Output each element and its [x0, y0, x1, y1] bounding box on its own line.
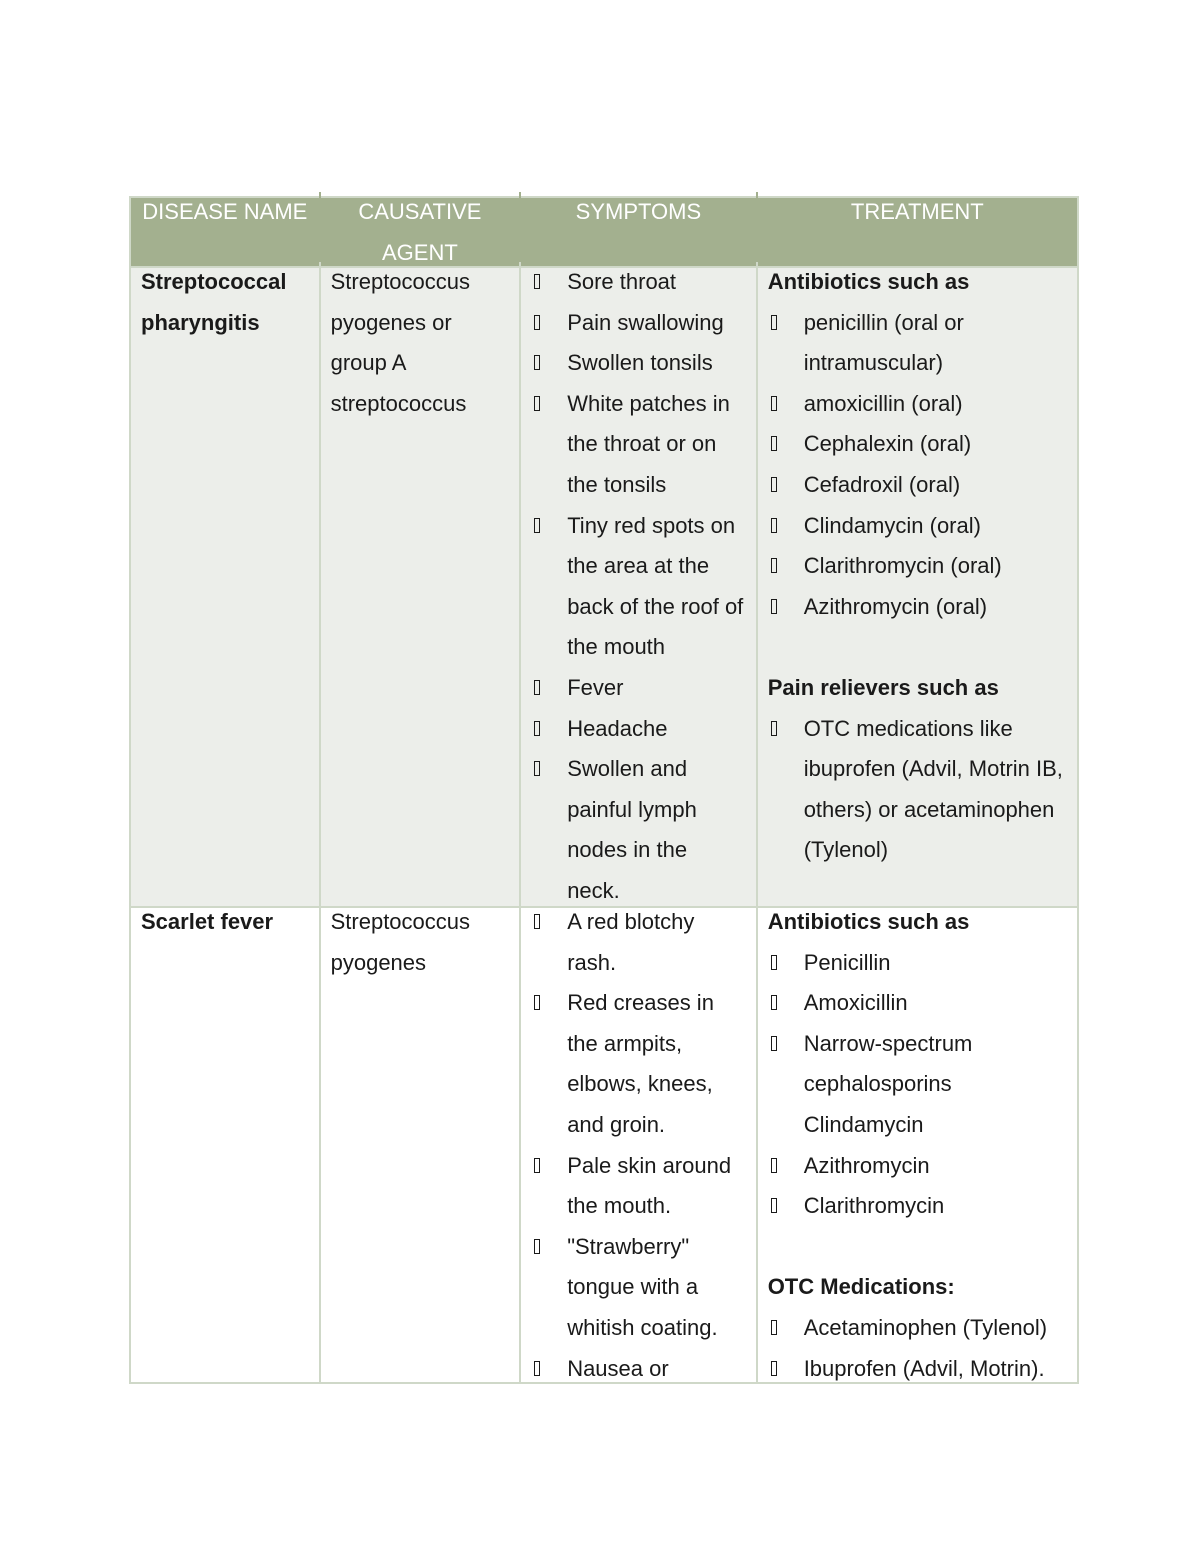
bullet-icon: [771, 1158, 777, 1173]
list-item: Swollen and painful lymph nodes in the neck.: [531, 749, 746, 906]
treatment-heading: OTC Medications:: [767, 1274, 955, 1300]
list-item: Ibuprofen (Advil, Motrin).: [768, 1349, 1067, 1382]
disease-name: Streptococcal pharyngitis: [141, 269, 287, 335]
list-item: Pale skin around the mouth.: [531, 1146, 746, 1227]
treatment-list: [768, 709, 1067, 871]
table-header-row: [131, 198, 1077, 266]
bullet-icon: [771, 1361, 777, 1376]
list-item: Swollen tonsils: [531, 343, 746, 384]
symptoms-cell: [519, 262, 756, 906]
bullet-icon: [771, 477, 777, 492]
disease-table: [129, 196, 1079, 1384]
list-item: Headache: [531, 709, 746, 750]
bullet-icon: [534, 914, 540, 929]
list-item: Red creases in the armpits, elbows, knees, and groin.: [531, 983, 746, 1145]
list-item: Pain swallowing: [531, 303, 746, 344]
treatment-heading: Pain relievers such as: [767, 674, 999, 700]
list-item: Narrow-spectrum cephalosporins Clindamycin: [768, 1024, 1067, 1146]
bullet-icon: [534, 995, 540, 1010]
bullet-icon: [771, 436, 777, 451]
list-item: amoxicillin (oral): [768, 384, 1067, 425]
list-item: White patches in the throat or on the tonsils: [531, 384, 746, 506]
treatment-cell: [756, 902, 1077, 1382]
list-item: Fever: [531, 668, 746, 709]
list-item: Cefadroxil (oral): [768, 465, 1067, 506]
section-spacer: [768, 627, 1067, 668]
list-item: Sore throat: [531, 262, 746, 303]
bullet-icon: [534, 396, 540, 411]
header-treatment: TREATMENT: [756, 192, 1077, 266]
treatment-heading: Antibiotics such as: [767, 909, 970, 934]
bullet-icon: [771, 599, 777, 614]
bullet-icon: [534, 761, 540, 776]
header-symptoms: SYMPTOMS: [519, 192, 756, 266]
bullet-icon: [771, 721, 777, 736]
bullet-icon: [534, 1361, 540, 1376]
bullet-icon: [771, 1036, 777, 1051]
list-item: Clindamycin (oral): [768, 506, 1067, 547]
list-item: A red blotchy rash.: [531, 902, 746, 983]
treatment-list: [768, 303, 1067, 628]
header-causative-agent: CAUSATIVE AGENT: [319, 192, 520, 266]
list-item: penicillin (oral or intramuscular): [768, 303, 1067, 384]
bullet-icon: [534, 518, 540, 533]
section-spacer: [768, 1227, 1067, 1268]
bullet-icon: [534, 680, 540, 695]
bullet-icon: [771, 995, 777, 1010]
causative-agent: Streptococcus pyogenes or group A streptococcus: [319, 262, 520, 906]
list-item: "Strawberry" tongue with a whitish coating.: [531, 1227, 746, 1349]
treatment-cell: [756, 262, 1077, 906]
disease-name: Scarlet fever: [141, 909, 274, 934]
list-item: Acetaminophen (Tylenol): [768, 1308, 1067, 1349]
bullet-icon: [534, 721, 540, 736]
bullet-icon: [771, 518, 777, 533]
bullet-icon: [534, 1239, 540, 1254]
list-item: Azithromycin (oral): [768, 587, 1067, 628]
bullet-icon: [771, 955, 777, 970]
list-item: Clarithromycin (oral): [768, 546, 1067, 587]
list-item: Cephalexin (oral): [768, 424, 1067, 465]
bullet-icon: [771, 396, 777, 411]
list-item: OTC medications like ibuprofen (Advil, Motrin IB, others) or acetaminophen (Tylenol): [768, 709, 1067, 871]
list-item: Penicillin: [768, 943, 1067, 984]
symptoms-cell: [519, 902, 756, 1382]
bullet-icon: [771, 1198, 777, 1213]
table-row: [131, 266, 1077, 906]
table-row: [131, 906, 1077, 1382]
list-item: Azithromycin: [768, 1146, 1067, 1187]
list-item: Clarithromycin: [768, 1186, 1067, 1227]
bullet-icon: [534, 315, 540, 330]
bullet-icon: [771, 1320, 777, 1335]
bullet-icon: [771, 315, 777, 330]
bullet-icon: [534, 274, 540, 289]
symptoms-list: [531, 262, 746, 906]
list-item: Tiny red spots on the area at the back of the roof of the mouth: [531, 506, 746, 668]
treatment-list: [768, 943, 1067, 1227]
bullet-icon: [771, 558, 777, 573]
treatment-list: [768, 1308, 1067, 1382]
list-item: Amoxicillin: [768, 983, 1067, 1024]
header-disease-name: DISEASE NAME: [142, 199, 308, 224]
causative-agent: Streptococcus pyogenes: [319, 902, 520, 1382]
treatment-heading: Antibiotics such as: [767, 269, 970, 294]
list-item: Nausea or: [531, 1349, 746, 1382]
bullet-icon: [534, 1158, 540, 1173]
symptoms-list: [531, 902, 746, 1382]
bullet-icon: [534, 355, 540, 370]
